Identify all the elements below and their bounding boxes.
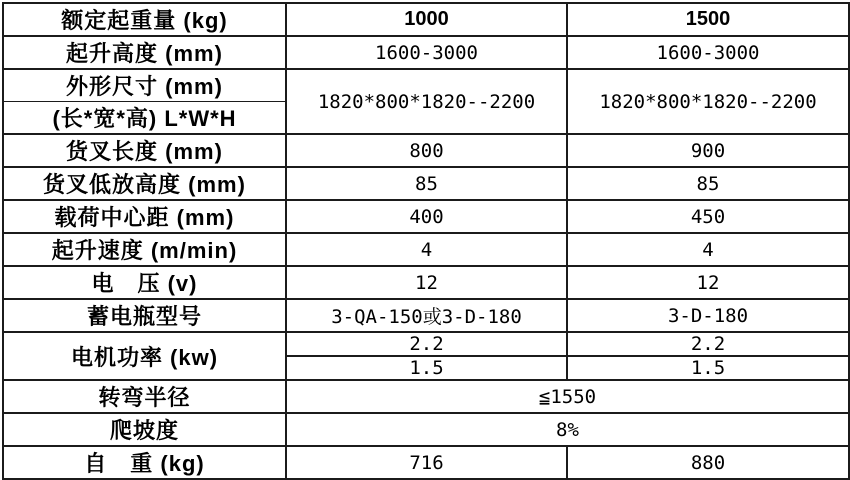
row-turning-radius bbox=[3, 380, 849, 413]
value-self-weight-model-a: 716 bbox=[286, 446, 567, 479]
value-fork-lowered-height-model-a: 85 bbox=[286, 167, 567, 200]
value-overall-dimensions-model-b: 1820*800*1820--2200 bbox=[567, 69, 849, 134]
row-load-center-distance bbox=[3, 200, 849, 233]
row-fork-lowered-height bbox=[3, 167, 849, 200]
value-lifting-height-model-a: 1600-3000 bbox=[286, 36, 567, 69]
label-motor-power: 电机功率 (kw) bbox=[3, 332, 286, 380]
value-load-center-model-b: 450 bbox=[567, 200, 849, 233]
value-load-center-model-a: 400 bbox=[286, 200, 567, 233]
value-motor-power-high-model-a: 2.2 bbox=[286, 332, 567, 356]
row-gradeability bbox=[3, 413, 849, 446]
label-voltage: 电 压 (v) bbox=[3, 266, 286, 299]
label-fork-length: 货叉长度 (mm) bbox=[3, 134, 286, 167]
value-overall-dimensions-model-a: 1820*800*1820--2200 bbox=[286, 69, 567, 134]
row-lifting-height bbox=[3, 36, 849, 69]
value-fork-lowered-height-model-b: 85 bbox=[567, 167, 849, 200]
value-battery-model-b: 3-D-180 bbox=[567, 299, 849, 332]
value-fork-length-model-b: 900 bbox=[567, 134, 849, 167]
label-fork-lowered-height: 货叉低放高度 (mm) bbox=[3, 167, 286, 200]
value-rated-capacity-model-b: 1500 bbox=[567, 3, 849, 36]
label-dimensions-lwh: (长*宽*高) L*W*H bbox=[3, 102, 286, 135]
label-overall-dimensions: 外形尺寸 (mm) bbox=[3, 69, 286, 102]
label-battery-model: 蓄电瓶型号 bbox=[3, 299, 286, 332]
label-turning-radius: 转弯半径 bbox=[3, 380, 286, 413]
value-fork-length-model-a: 800 bbox=[286, 134, 567, 167]
row-self-weight bbox=[3, 446, 849, 479]
row-fork-length bbox=[3, 134, 849, 167]
specification-table bbox=[2, 2, 850, 480]
row-rated-capacity bbox=[3, 3, 849, 36]
value-lifting-height-model-b: 1600-3000 bbox=[567, 36, 849, 69]
label-self-weight: 自 重 (kg) bbox=[3, 446, 286, 479]
label-gradeability: 爬坡度 bbox=[3, 413, 286, 446]
row-motor-power-high bbox=[3, 332, 849, 356]
label-lifting-speed: 起升速度 (m/min) bbox=[3, 233, 286, 266]
row-lifting-speed bbox=[3, 233, 849, 266]
row-battery-model bbox=[3, 299, 849, 332]
label-load-center-distance: 载荷中心距 (mm) bbox=[3, 200, 286, 233]
value-motor-power-low-model-b: 1.5 bbox=[567, 356, 849, 380]
value-motor-power-high-model-b: 2.2 bbox=[567, 332, 849, 356]
value-voltage-model-b: 12 bbox=[567, 266, 849, 299]
value-motor-power-low-model-a: 1.5 bbox=[286, 356, 567, 380]
label-lifting-height: 起升高度 (mm) bbox=[3, 36, 286, 69]
value-lifting-speed-model-a: 4 bbox=[286, 233, 567, 266]
value-self-weight-model-b: 880 bbox=[567, 446, 849, 479]
value-battery-model-a: 3-QA-150或3-D-180 bbox=[286, 299, 567, 332]
value-voltage-model-a: 12 bbox=[286, 266, 567, 299]
value-rated-capacity-model-a: 1000 bbox=[286, 3, 567, 36]
value-turning-radius: ≦1550 bbox=[286, 380, 849, 413]
row-voltage bbox=[3, 266, 849, 299]
value-lifting-speed-model-b: 4 bbox=[567, 233, 849, 266]
value-gradeability: 8% bbox=[286, 413, 849, 446]
row-overall-dimensions bbox=[3, 69, 849, 102]
label-rated-lifting-capacity: 额定起重量 (kg) bbox=[3, 3, 286, 36]
